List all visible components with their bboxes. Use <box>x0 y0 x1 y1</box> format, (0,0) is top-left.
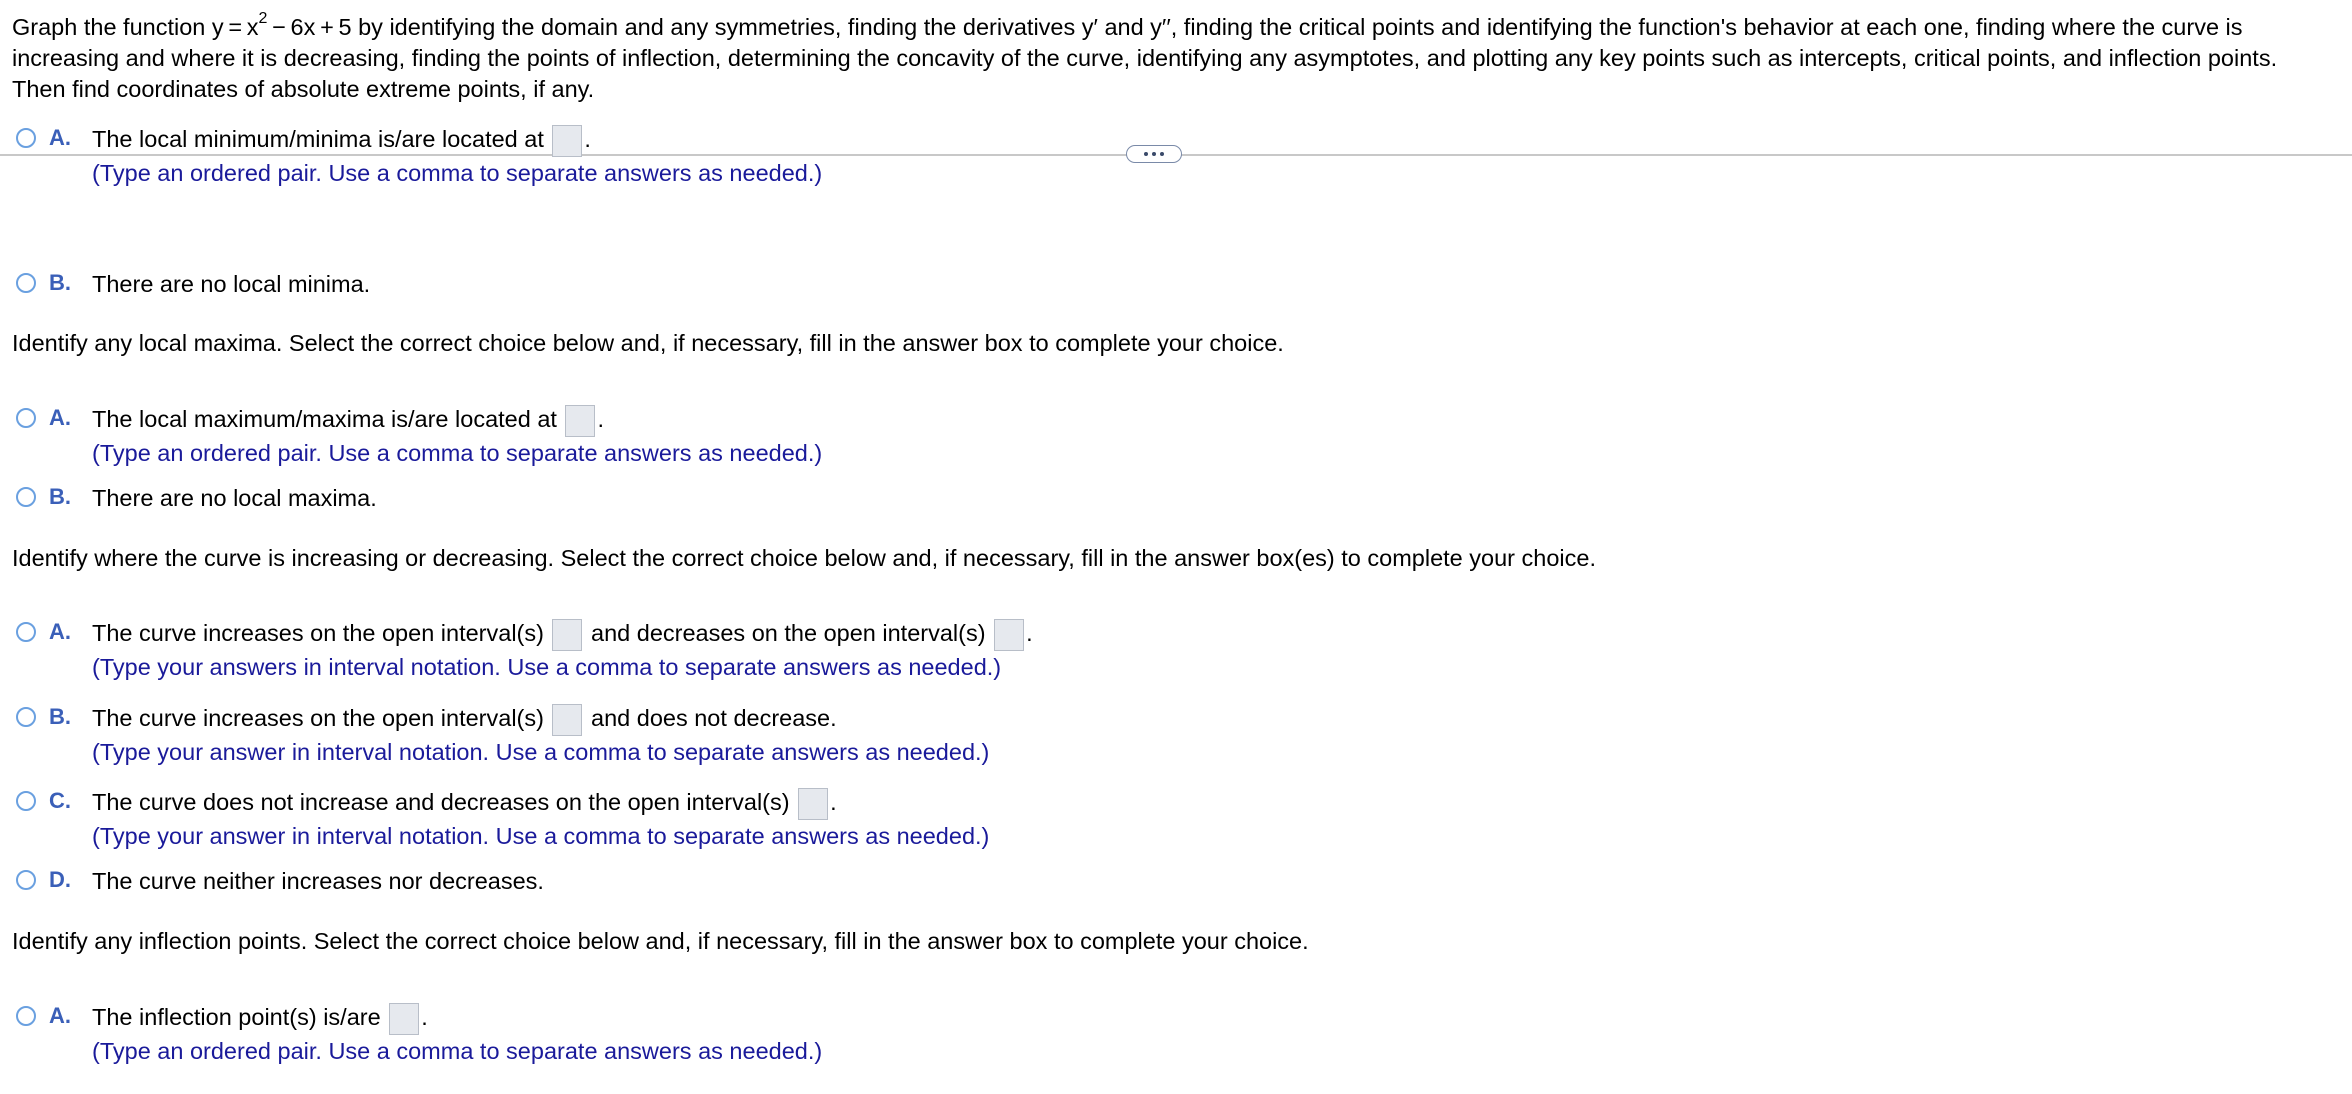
choice-text-1: The curve does not increase and decreases on the open interval(s) <box>92 789 790 815</box>
choice-text-2: and does not decrease. <box>591 705 837 731</box>
choice-letter: A. <box>49 405 71 430</box>
answer-scroll-area[interactable] <box>0 125 2352 1094</box>
choice-hint: (Type an ordered pair. Use a comma to separate answers as needed.) <box>92 160 823 186</box>
choice-hint: (Type an ordered pair. Use a comma to separate answers as needed.) <box>92 1038 823 1064</box>
choice-text-after: . <box>421 1004 428 1030</box>
choice-text-3: . <box>1026 620 1033 646</box>
choice-text <box>92 124 591 157</box>
answer-box-increasing-only[interactable] <box>552 704 582 736</box>
choice-hint: (Type an ordered pair. Use a comma to separate answers as needed.) <box>92 440 823 466</box>
answer-box-increasing-interval[interactable] <box>552 619 582 651</box>
choice-text-2: . <box>830 789 837 815</box>
prompt-inflection-points: Identify any inflection points. Select the correct choice below and, if necessary, fill in the answer box to complete your choice. <box>12 928 1309 954</box>
choice-text-before: The local maximum/maxima is/are located at <box>92 406 557 432</box>
answer-box-decreasing-only[interactable] <box>798 788 828 820</box>
radio-local-min-b[interactable] <box>16 273 36 293</box>
choice-text-before: The inflection point(s) is/are <box>92 1004 381 1030</box>
radio-monotonic-b[interactable] <box>16 707 36 727</box>
radio-monotonic-d[interactable] <box>16 870 36 890</box>
choice-text-2: and decreases on the open interval(s) <box>591 620 986 646</box>
question-part-1: Graph the function y = x <box>12 14 259 40</box>
question-text <box>12 12 2332 105</box>
choice-letter: D. <box>49 867 71 892</box>
choice-hint: (Type your answers in interval notation. Use a comma to separate answers as needed.) <box>92 654 1002 680</box>
radio-local-min-a[interactable] <box>16 128 36 148</box>
prompt-increasing-decreasing: Identify where the curve is increasing or decreasing. Select the correct choice below and, if necessary, fill in the answer box(es) to complete your choice. <box>12 545 1596 571</box>
choice-letter: A. <box>49 1003 71 1028</box>
answer-box-local-min[interactable] <box>552 125 582 157</box>
choice-letter: B. <box>49 270 71 295</box>
choice-hint: (Type your answer in interval notation. Use a comma to separate answers as needed.) <box>92 739 990 765</box>
choice-letter: A. <box>49 125 71 150</box>
choice-text: There are no local maxima. <box>92 485 377 511</box>
choice-text-1: The curve increases on the open interval(s) <box>92 705 544 731</box>
choice-text <box>92 703 837 736</box>
radio-monotonic-a[interactable] <box>16 622 36 642</box>
choice-text: There are no local minima. <box>92 271 371 297</box>
choice-text <box>92 404 604 437</box>
choice-letter: C. <box>49 788 71 813</box>
answer-box-inflection[interactable] <box>389 1003 419 1035</box>
radio-local-max-a[interactable] <box>16 408 36 428</box>
ellipsis-icon <box>1144 152 1164 156</box>
choice-text-after: . <box>584 126 591 152</box>
answer-box-local-max[interactable] <box>565 405 595 437</box>
radio-local-max-b[interactable] <box>16 487 36 507</box>
answer-box-decreasing-interval[interactable] <box>994 619 1024 651</box>
question-exponent: 2 <box>258 10 268 28</box>
prompt-local-maxima: Identify any local maxima. Select the correct choice below and, if necessary, fill in the answer box to complete your choice. <box>12 330 1284 356</box>
choice-text-before: The local minimum/minima is/are located at <box>92 126 544 152</box>
choice-letter: B. <box>49 704 71 729</box>
choice-text <box>92 787 837 820</box>
radio-monotonic-c[interactable] <box>16 791 36 811</box>
choice-text <box>92 1002 428 1035</box>
choice-text: The curve neither increases nor decreases. <box>92 868 544 894</box>
choice-letter: B. <box>49 484 71 509</box>
choice-text-1: The curve increases on the open interval(s) <box>92 620 544 646</box>
question-part-2: − 6x + 5 by identifying the domain and any symmetries, finding the derivatives y′ and y′′, finding the critical points and identifying the function's behavior at each one, finding where the curve is increasing and where it is decreasing, finding the points of inflection, determining the concavity of the curve, identifying any asymptotes, and plotting any key points such as intercepts, critical points, and inflection points. Then find coordinates of absolute extreme points, if any. <box>12 14 2278 102</box>
choice-text-after: . <box>597 406 605 432</box>
choice-hint: (Type your answer in interval notation. Use a comma to separate answers as needed.) <box>92 823 990 849</box>
radio-inflection-a[interactable] <box>16 1006 36 1026</box>
choice-text <box>92 618 1033 651</box>
choice-letter: A. <box>49 619 71 644</box>
